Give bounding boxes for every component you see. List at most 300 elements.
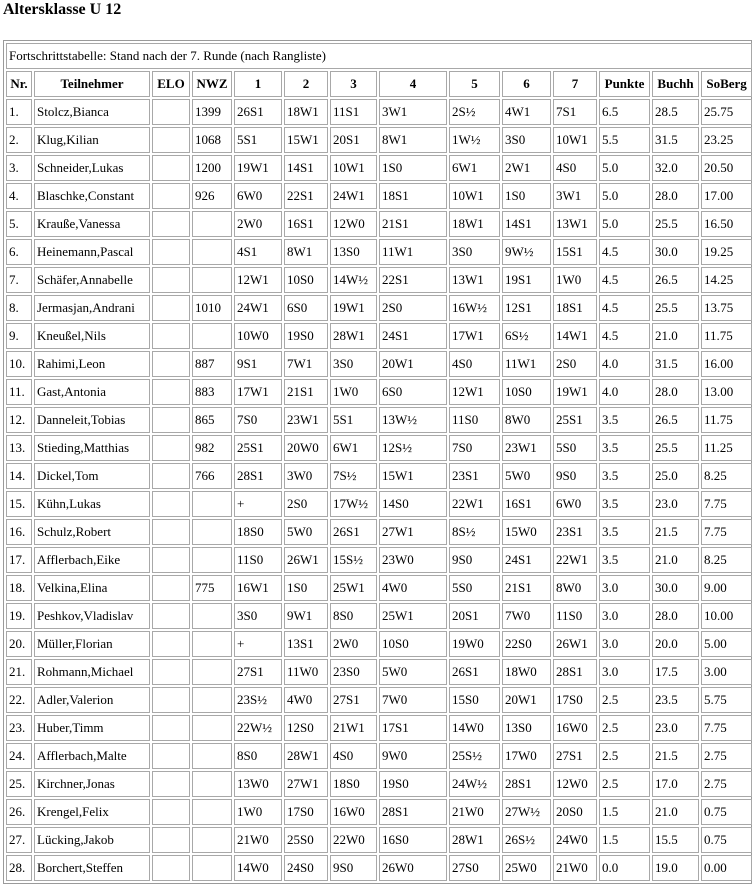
- cell-points: 1.5: [599, 827, 650, 853]
- cell-round-5: 13W1: [449, 267, 500, 293]
- header-sonneborn-berger: SoBerg: [701, 71, 752, 97]
- cell-rank: 25.: [6, 771, 32, 797]
- cell-nwz: 887: [192, 351, 232, 377]
- cell-round-4: 6S0: [379, 379, 447, 405]
- cell-elo: [152, 519, 190, 545]
- cell-sonneborn-berger: 0.75: [701, 799, 752, 825]
- table-row: [6, 211, 752, 237]
- cell-sonneborn-berger: 11.75: [701, 323, 752, 349]
- cell-sonneborn-berger: 11.75: [701, 407, 752, 433]
- cell-nwz: [192, 267, 232, 293]
- cell-round-2: 19S0: [284, 323, 328, 349]
- cell-rank: 2.: [6, 127, 32, 153]
- caption-row: [6, 43, 752, 69]
- cell-round-7: 14W1: [553, 323, 597, 349]
- cell-round-4: 25W1: [379, 603, 447, 629]
- cell-round-1: 11S0: [234, 547, 282, 573]
- cell-nwz: [192, 659, 232, 685]
- cell-nwz: 926: [192, 183, 232, 209]
- table-row: [6, 743, 752, 769]
- cell-round-6: 1S0: [502, 183, 551, 209]
- cell-points: 3.5: [599, 435, 650, 461]
- cell-round-2: 9W1: [284, 603, 328, 629]
- cell-round-6: 16S1: [502, 491, 551, 517]
- cell-elo: [152, 547, 190, 573]
- cell-player-name: Müller,Florian: [34, 631, 150, 657]
- cell-rank: 24.: [6, 743, 32, 769]
- cell-round-4: 15W1: [379, 463, 447, 489]
- cell-elo: [152, 323, 190, 349]
- cell-round-2: 23W1: [284, 407, 328, 433]
- cell-round-2: 3W0: [284, 463, 328, 489]
- cell-sonneborn-berger: 25.75: [701, 99, 752, 125]
- cell-player-name: Klug,Kilian: [34, 127, 150, 153]
- cell-round-1: 16W1: [234, 575, 282, 601]
- cell-sonneborn-berger: 9.00: [701, 575, 752, 601]
- cell-rank: 3.: [6, 155, 32, 181]
- cell-buchholz: 30.0: [652, 239, 699, 265]
- cell-round-1: 23S½: [234, 687, 282, 713]
- cell-round-6: 11W1: [502, 351, 551, 377]
- cell-round-3: 12W0: [330, 211, 377, 237]
- cell-round-3: 16W0: [330, 799, 377, 825]
- cell-round-4: 13W½: [379, 407, 447, 433]
- cell-nwz: [192, 631, 232, 657]
- cell-round-4: 14S0: [379, 491, 447, 517]
- table-row: [6, 547, 752, 573]
- table-row: [6, 827, 752, 853]
- cell-round-1: 21W0: [234, 827, 282, 853]
- cell-round-7: 10W1: [553, 127, 597, 153]
- cell-round-7: 20S0: [553, 799, 597, 825]
- cell-buchholz: 17.5: [652, 659, 699, 685]
- cell-elo: [152, 211, 190, 237]
- cell-round-5: 23S1: [449, 463, 500, 489]
- cell-rank: 10.: [6, 351, 32, 377]
- cell-round-1: 14W0: [234, 855, 282, 881]
- header-round-3: 3: [330, 71, 377, 97]
- table-row: [6, 99, 752, 125]
- cell-round-2: 28W1: [284, 743, 328, 769]
- cell-rank: 17.: [6, 547, 32, 573]
- cell-round-4: 10S0: [379, 631, 447, 657]
- cell-rank: 13.: [6, 435, 32, 461]
- cell-round-1: 28S1: [234, 463, 282, 489]
- table-row: [6, 351, 752, 377]
- cell-buchholz: 23.5: [652, 687, 699, 713]
- cell-round-2: 20W0: [284, 435, 328, 461]
- cell-sonneborn-berger: 16.00: [701, 351, 752, 377]
- cell-sonneborn-berger: 7.75: [701, 715, 752, 741]
- cell-round-3: 24W1: [330, 183, 377, 209]
- cell-round-7: 9S0: [553, 463, 597, 489]
- cell-round-5: 22W1: [449, 491, 500, 517]
- cell-rank: 28.: [6, 855, 32, 881]
- table-row: [6, 127, 752, 153]
- cell-player-name: Jermasjan,Andrani: [34, 295, 150, 321]
- cell-round-5: 26S1: [449, 659, 500, 685]
- cell-round-7: 27S1: [553, 743, 597, 769]
- cell-round-4: 20W1: [379, 351, 447, 377]
- cell-round-6: 20W1: [502, 687, 551, 713]
- cell-round-4: 11W1: [379, 239, 447, 265]
- cell-elo: [152, 127, 190, 153]
- cell-player-name: Rahimi,Leon: [34, 351, 150, 377]
- cell-round-1: 19W1: [234, 155, 282, 181]
- cell-sonneborn-berger: 7.75: [701, 491, 752, 517]
- header-row: [6, 71, 752, 97]
- cell-sonneborn-berger: 8.25: [701, 547, 752, 573]
- cell-round-6: 2W1: [502, 155, 551, 181]
- cell-round-6: 19S1: [502, 267, 551, 293]
- cell-round-3: 2W0: [330, 631, 377, 657]
- cell-player-name: Krauße,Vanessa: [34, 211, 150, 237]
- cell-round-3: 23S0: [330, 659, 377, 685]
- cell-round-3: 14W½: [330, 267, 377, 293]
- cell-round-1: 22W½: [234, 715, 282, 741]
- cell-buchholz: 25.5: [652, 211, 699, 237]
- cell-round-1: +: [234, 631, 282, 657]
- header-rank: Nr.: [6, 71, 32, 97]
- cell-sonneborn-berger: 8.25: [701, 463, 752, 489]
- cell-rank: 16.: [6, 519, 32, 545]
- table-row: [6, 323, 752, 349]
- table-row: [6, 715, 752, 741]
- cell-round-7: 2S0: [553, 351, 597, 377]
- cell-elo: [152, 239, 190, 265]
- cell-sonneborn-berger: 17.00: [701, 183, 752, 209]
- cell-round-4: 22S1: [379, 267, 447, 293]
- cell-nwz: [192, 603, 232, 629]
- table-row: [6, 771, 752, 797]
- table-row: [6, 519, 752, 545]
- cell-round-1: 13W0: [234, 771, 282, 797]
- cell-buchholz: 21.5: [652, 519, 699, 545]
- cell-round-6: 22S0: [502, 631, 551, 657]
- cell-player-name: Schäfer,Annabelle: [34, 267, 150, 293]
- cell-round-1: 25S1: [234, 435, 282, 461]
- cell-round-5: 1W½: [449, 127, 500, 153]
- progress-table-container: [3, 40, 752, 884]
- cell-round-2: 10S0: [284, 267, 328, 293]
- cell-round-5: 16W½: [449, 295, 500, 321]
- cell-nwz: 1200: [192, 155, 232, 181]
- cell-round-5: 15S0: [449, 687, 500, 713]
- cell-round-4: 7W0: [379, 687, 447, 713]
- cell-round-2: 15W1: [284, 127, 328, 153]
- header-round-4: 4: [379, 71, 447, 97]
- cell-sonneborn-berger: 14.25: [701, 267, 752, 293]
- cell-points: 3.5: [599, 491, 650, 517]
- cell-buchholz: 26.5: [652, 267, 699, 293]
- cell-points: 4.5: [599, 267, 650, 293]
- cell-round-1: 7S0: [234, 407, 282, 433]
- cell-nwz: [192, 771, 232, 797]
- cell-points: 2.5: [599, 715, 650, 741]
- cell-sonneborn-berger: 2.75: [701, 743, 752, 769]
- cell-player-name: Kühn,Lukas: [34, 491, 150, 517]
- cell-round-6: 21S1: [502, 575, 551, 601]
- cell-round-7: 11S0: [553, 603, 597, 629]
- cell-nwz: [192, 715, 232, 741]
- cell-nwz: 775: [192, 575, 232, 601]
- cell-elo: [152, 379, 190, 405]
- cell-round-7: 28S1: [553, 659, 597, 685]
- cell-round-6: 13S0: [502, 715, 551, 741]
- cell-buchholz: 26.5: [652, 407, 699, 433]
- cell-round-4: 16S0: [379, 827, 447, 853]
- cell-round-5: 8S½: [449, 519, 500, 545]
- cell-round-6: 14S1: [502, 211, 551, 237]
- cell-elo: [152, 183, 190, 209]
- cell-round-1: 18S0: [234, 519, 282, 545]
- cell-player-name: Stolcz,Bianca: [34, 99, 150, 125]
- cell-rank: 11.: [6, 379, 32, 405]
- cell-round-1: 12W1: [234, 267, 282, 293]
- cell-elo: [152, 295, 190, 321]
- cell-buchholz: 31.5: [652, 351, 699, 377]
- cell-round-2: 26W1: [284, 547, 328, 573]
- cell-round-6: 5W0: [502, 463, 551, 489]
- cell-player-name: Peshkov,Vladislav: [34, 603, 150, 629]
- cell-points: 3.0: [599, 659, 650, 685]
- cell-round-4: 2S0: [379, 295, 447, 321]
- cell-round-4: 1S0: [379, 155, 447, 181]
- cell-round-2: 13S1: [284, 631, 328, 657]
- cell-points: 3.5: [599, 463, 650, 489]
- cell-round-3: 15S½: [330, 547, 377, 573]
- cell-nwz: 1068: [192, 127, 232, 153]
- cell-nwz: [192, 855, 232, 881]
- cell-round-5: 12W1: [449, 379, 500, 405]
- cell-player-name: Borchert,Steffen: [34, 855, 150, 881]
- cell-round-7: 16W0: [553, 715, 597, 741]
- cell-nwz: [192, 519, 232, 545]
- cell-round-7: 25S1: [553, 407, 597, 433]
- cell-round-2: 22S1: [284, 183, 328, 209]
- cell-round-6: 23W1: [502, 435, 551, 461]
- cell-rank: 7.: [6, 267, 32, 293]
- cell-points: 2.5: [599, 771, 650, 797]
- cell-round-3: 18S0: [330, 771, 377, 797]
- cell-round-6: 12S1: [502, 295, 551, 321]
- table-row: [6, 659, 752, 685]
- cell-points: 3.0: [599, 603, 650, 629]
- cell-points: 0.0: [599, 855, 650, 881]
- cell-buchholz: 15.5: [652, 827, 699, 853]
- cell-buchholz: 25.0: [652, 463, 699, 489]
- cell-sonneborn-berger: 0.75: [701, 827, 752, 853]
- cell-round-3: 1W0: [330, 379, 377, 405]
- cell-points: 3.5: [599, 407, 650, 433]
- cell-rank: 27.: [6, 827, 32, 853]
- cell-round-3: 17W½: [330, 491, 377, 517]
- cell-round-1: 2W0: [234, 211, 282, 237]
- cell-round-4: 24S1: [379, 323, 447, 349]
- header-round-5: 5: [449, 71, 500, 97]
- cell-rank: 18.: [6, 575, 32, 601]
- cell-round-3: 21W1: [330, 715, 377, 741]
- cell-player-name: Gast,Antonia: [34, 379, 150, 405]
- cell-round-1: 6W0: [234, 183, 282, 209]
- cell-round-4: 4W0: [379, 575, 447, 601]
- cell-points: 4.5: [599, 239, 650, 265]
- cell-round-2: 1S0: [284, 575, 328, 601]
- header-elo: ELO: [152, 71, 190, 97]
- cell-round-7: 8W0: [553, 575, 597, 601]
- cell-round-2: 11W0: [284, 659, 328, 685]
- cell-round-7: 4S0: [553, 155, 597, 181]
- cell-nwz: 883: [192, 379, 232, 405]
- cell-round-2: 17S0: [284, 799, 328, 825]
- cell-elo: [152, 155, 190, 181]
- cell-round-5: 21W0: [449, 799, 500, 825]
- cell-nwz: [192, 239, 232, 265]
- cell-points: 4.5: [599, 295, 650, 321]
- cell-round-6: 25W0: [502, 855, 551, 881]
- cell-player-name: Rohmann,Michael: [34, 659, 150, 685]
- cell-buchholz: 30.0: [652, 575, 699, 601]
- cell-rank: 23.: [6, 715, 32, 741]
- cell-round-5: 19W0: [449, 631, 500, 657]
- cell-round-4: 3W1: [379, 99, 447, 125]
- cell-elo: [152, 631, 190, 657]
- table-row: [6, 379, 752, 405]
- cell-round-5: 9S0: [449, 547, 500, 573]
- cell-buchholz: 28.0: [652, 379, 699, 405]
- cell-player-name: Krengel,Felix: [34, 799, 150, 825]
- cell-nwz: 982: [192, 435, 232, 461]
- cell-round-5: 5S0: [449, 575, 500, 601]
- cell-points: 3.0: [599, 575, 650, 601]
- cell-elo: [152, 435, 190, 461]
- cell-buchholz: 23.0: [652, 491, 699, 517]
- cell-round-7: 12W0: [553, 771, 597, 797]
- cell-buchholz: 20.0: [652, 631, 699, 657]
- cell-round-6: 27W½: [502, 799, 551, 825]
- cell-sonneborn-berger: 13.75: [701, 295, 752, 321]
- cell-player-name: Stieding,Matthias: [34, 435, 150, 461]
- header-points: Punkte: [599, 71, 650, 97]
- cell-round-2: 27W1: [284, 771, 328, 797]
- cell-points: 4.5: [599, 323, 650, 349]
- cell-points: 5.0: [599, 155, 650, 181]
- cell-round-2: 21S1: [284, 379, 328, 405]
- cell-sonneborn-berger: 5.75: [701, 687, 752, 713]
- table-row: [6, 603, 752, 629]
- cell-round-2: 25S0: [284, 827, 328, 853]
- cell-round-3: 28W1: [330, 323, 377, 349]
- cell-elo: [152, 463, 190, 489]
- cell-round-5: 28W1: [449, 827, 500, 853]
- cell-nwz: [192, 491, 232, 517]
- cell-round-1: 27S1: [234, 659, 282, 685]
- cell-round-6: 28S1: [502, 771, 551, 797]
- cell-nwz: 1010: [192, 295, 232, 321]
- cell-round-5: 11S0: [449, 407, 500, 433]
- cell-elo: [152, 659, 190, 685]
- cell-buchholz: 23.0: [652, 715, 699, 741]
- cell-elo: [152, 575, 190, 601]
- table-row: [6, 155, 752, 181]
- cell-round-4: 12S½: [379, 435, 447, 461]
- cell-buchholz: 21.0: [652, 547, 699, 573]
- cell-rank: 20.: [6, 631, 32, 657]
- cell-buchholz: 32.0: [652, 155, 699, 181]
- table-row: [6, 239, 752, 265]
- cell-round-7: 19W1: [553, 379, 597, 405]
- cell-rank: 12.: [6, 407, 32, 433]
- cell-round-3: 19W1: [330, 295, 377, 321]
- cell-round-5: 6W1: [449, 155, 500, 181]
- cell-points: 1.5: [599, 799, 650, 825]
- cell-round-2: 7W1: [284, 351, 328, 377]
- cell-round-3: 22W0: [330, 827, 377, 853]
- cell-round-6: 7W0: [502, 603, 551, 629]
- cell-sonneborn-berger: 0.00: [701, 855, 752, 881]
- cell-elo: [152, 491, 190, 517]
- cell-player-name: Velkina,Elina: [34, 575, 150, 601]
- cell-sonneborn-berger: 11.25: [701, 435, 752, 461]
- cell-player-name: Lücking,Jakob: [34, 827, 150, 853]
- cell-player-name: Dickel,Tom: [34, 463, 150, 489]
- cell-round-7: 13W1: [553, 211, 597, 237]
- cell-sonneborn-berger: 23.25: [701, 127, 752, 153]
- header-round-2: 2: [284, 71, 328, 97]
- cell-round-3: 10W1: [330, 155, 377, 181]
- cell-round-4: 8W1: [379, 127, 447, 153]
- cell-elo: [152, 799, 190, 825]
- cell-nwz: [192, 743, 232, 769]
- cell-buchholz: 17.0: [652, 771, 699, 797]
- cell-round-2: 24S0: [284, 855, 328, 881]
- cell-round-5: 4S0: [449, 351, 500, 377]
- cell-round-1: 9S1: [234, 351, 282, 377]
- cell-round-1: 24W1: [234, 295, 282, 321]
- cell-round-2: 12S0: [284, 715, 328, 741]
- cell-round-6: 9W½: [502, 239, 551, 265]
- cell-round-4: 26W0: [379, 855, 447, 881]
- cell-round-6: 17W0: [502, 743, 551, 769]
- header-round-1: 1: [234, 71, 282, 97]
- table-row: [6, 463, 752, 489]
- table-row: [6, 491, 752, 517]
- cell-round-2: 4W0: [284, 687, 328, 713]
- cell-sonneborn-berger: 19.25: [701, 239, 752, 265]
- cell-elo: [152, 407, 190, 433]
- cell-round-1: 4S1: [234, 239, 282, 265]
- cell-player-name: Afflerbach,Eike: [34, 547, 150, 573]
- cell-round-6: 26S½: [502, 827, 551, 853]
- cell-round-7: 24W0: [553, 827, 597, 853]
- cell-rank: 21.: [6, 659, 32, 685]
- cell-round-4: 19S0: [379, 771, 447, 797]
- cell-round-3: 26S1: [330, 519, 377, 545]
- cell-round-7: 1W0: [553, 267, 597, 293]
- table-row: [6, 631, 752, 657]
- cell-rank: 6.: [6, 239, 32, 265]
- cell-round-3: 6W1: [330, 435, 377, 461]
- cell-rank: 14.: [6, 463, 32, 489]
- cell-round-7: 3W1: [553, 183, 597, 209]
- cell-round-7: 7S1: [553, 99, 597, 125]
- cell-buchholz: 28.5: [652, 99, 699, 125]
- cell-buchholz: 21.0: [652, 323, 699, 349]
- cell-elo: [152, 267, 190, 293]
- cell-sonneborn-berger: 2.75: [701, 771, 752, 797]
- table-row: [6, 183, 752, 209]
- cell-round-4: 23W0: [379, 547, 447, 573]
